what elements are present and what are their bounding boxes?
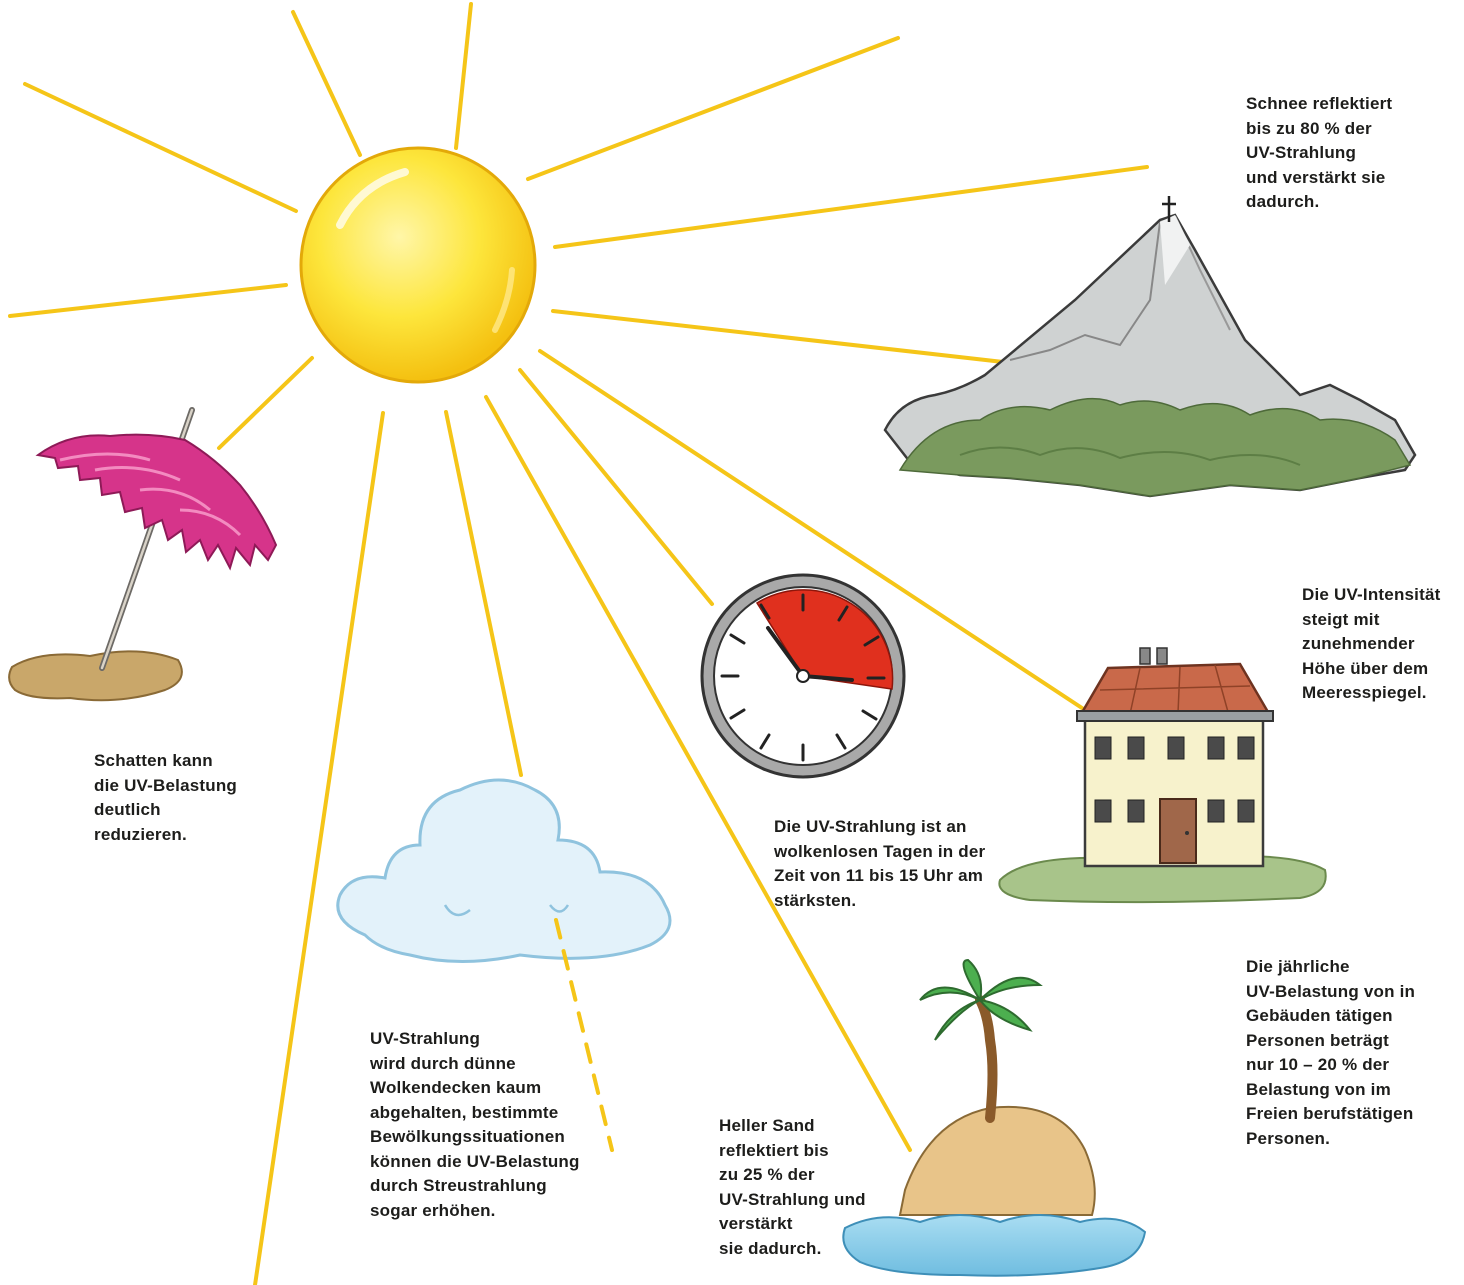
shade-text: Schatten kann die UV-Belastung deutlich reduzieren. bbox=[94, 751, 238, 844]
ray bbox=[446, 412, 521, 775]
clock-icon bbox=[702, 575, 904, 777]
umbrella-icon bbox=[9, 410, 276, 700]
island-icon bbox=[843, 960, 1145, 1276]
ray bbox=[555, 167, 1147, 247]
mountain-icon bbox=[885, 196, 1415, 496]
cloud-icon bbox=[338, 780, 670, 962]
altitude-text: Die UV-Intensität steigt mit zunehmender Höhe über dem Meeresspiegel. bbox=[1302, 585, 1441, 702]
ray bbox=[520, 370, 712, 604]
snow-reflection-text: Schnee reflektiert bis zu 80 % der UV-Strahlung und verstärkt sie dadurch. bbox=[1246, 94, 1393, 211]
cloud-scatter-text: UV-Strahlung wird durch dünne Wolkendecken kaum abgehalten, bestimmte Bewölkungssituationen können die UV-Belastung durch Streustrahlung sogar erhöhen. bbox=[370, 1029, 580, 1220]
ray bbox=[528, 38, 898, 179]
time-of-day-text: Die UV-Strahlung ist an wolkenlosen Tagen in der Zeit von 11 bis 15 Uhr am stärksten. bbox=[774, 817, 986, 910]
ray bbox=[25, 84, 296, 211]
indoor-exposure-text: Die jährliche UV-Belastung von in Gebäuden tätigen Personen beträgt nur 10 – 20 % der Belastung von im Freien berufstätigen Personen. bbox=[1246, 957, 1416, 1148]
sand-reflection-text: Heller Sand reflektiert bis zu 25 % der UV-Strahlung und verstärkt sie dadurch. bbox=[719, 1116, 866, 1258]
ray bbox=[456, 4, 471, 148]
ray bbox=[10, 285, 286, 316]
sun-icon bbox=[301, 148, 535, 382]
ray bbox=[219, 358, 312, 448]
ray bbox=[553, 311, 1012, 363]
ray bbox=[293, 12, 360, 155]
